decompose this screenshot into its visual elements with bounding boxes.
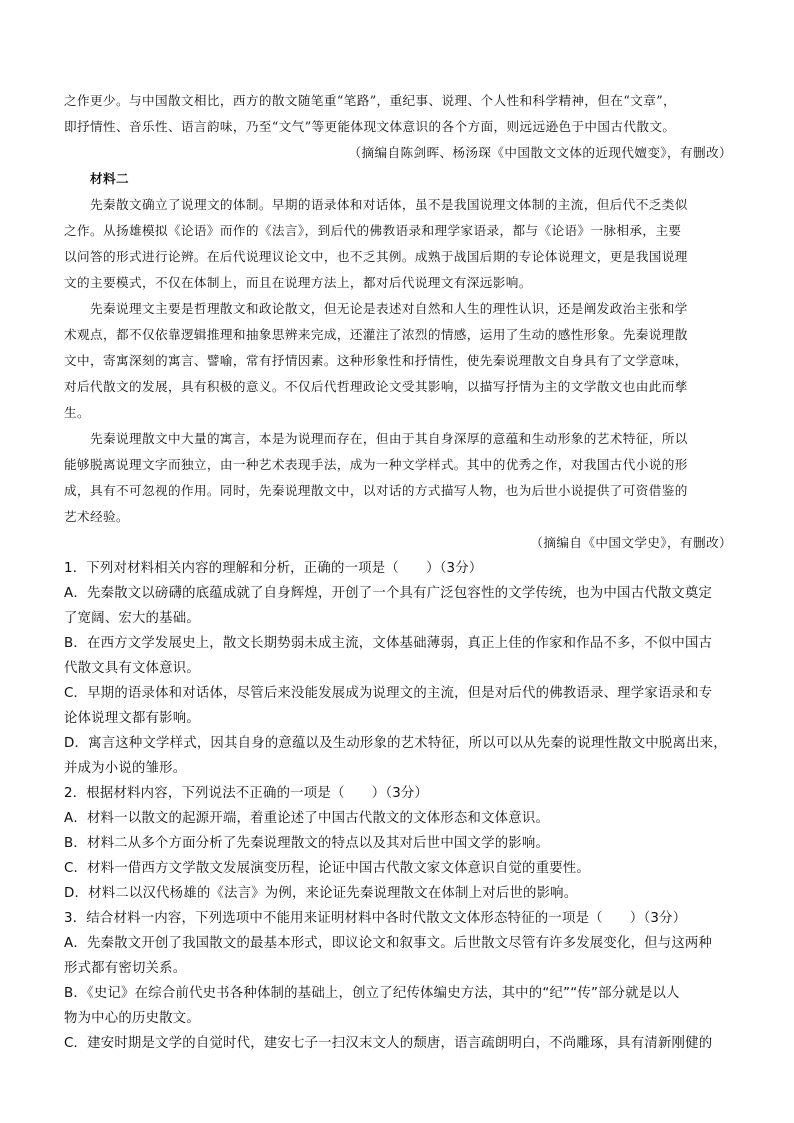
question-1-option-c-cont: 论体说理文都有影响。 — [64, 711, 200, 726]
question-3-option-b: B．《史记》在综合前代史书各种体制的基础上，创立了纪传体编史方法，其中的“纪”“传”部分就是以人 — [64, 986, 680, 1001]
material2-p2-line: 生。 — [64, 405, 90, 420]
material1-line: 即抒情性、音乐性、语言韵味，乃至“文气”等更能体现文体意识的各个方面，则远远逊色于中国古代散文。 — [64, 119, 676, 134]
material2-p1-line: 之作。从扬雄模拟《论语》而作的《法言》，到后代的佛教语录和理学家语录，都与《论语》一脉相承，主要 — [64, 223, 682, 238]
question-1-option-c: C．早期的语录体和对话体，尽管后来没能发展成为说理文的主流，但是对后代的佛教语录、理学家语录和专 — [64, 686, 713, 701]
material2-p3-line: 能够脱离说理文字而独立，由一种艺术表现手法，成为一种文学样式。其中的优秀之作，对我国古代小说的形 — [64, 457, 688, 472]
question-2-option-b: B．材料二从多个方面分析了先秦说理散文的特点以及其对后世中国文学的影响。 — [64, 836, 550, 851]
material2-p1-line: 以问答的形式进行论辨。在后代说理议论文中，也不乏其例。成熟于战国后期的专论体说理文，更是我国说理 — [64, 249, 688, 264]
question-1-option-b-cont: 代散文具有文体意识。 — [64, 661, 200, 676]
material2-p3-line: 成，具有不可忽视的作用。同时，先秦说理散文中，以对话的方式描写人物，也为后世小说提供了可资借鉴的 — [64, 483, 688, 498]
material2-p3-line: 艺术经验。 — [64, 509, 129, 524]
material2-heading: 材料二 — [90, 171, 129, 186]
question-1-stem: 1．下列对材料相关内容的理解和分析，正确的一项是（ ）（3分） — [64, 561, 483, 576]
question-2-stem: 2．根据材料内容，下列说法不正确的一项是（ ）（3分） — [64, 786, 429, 801]
question-2-option-d: D．材料二以汉代杨雄的《法言》为例，来论证先秦说理散文在体制上对后世的影响。 — [64, 886, 578, 901]
question-3-option-a-cont: 形式都有密切关系。 — [64, 961, 187, 976]
material2-p2-line: 文中，寄寓深刻的寓言、譬喻，常有抒情因素。这种形象性和抒情性，使先秦说理散文自身具有了文学意味， — [64, 353, 688, 368]
question-3-option-a: A．先秦散文开创了我国散文的最基本形式，即议论文和叙事文。后世散文尽管有许多发展变化，但与这两种 — [64, 936, 713, 951]
question-3-option-b-cont: 物为中心的历史散文。 — [64, 1011, 200, 1026]
question-2-option-a: A．材料一以散文的起源开端，着重论述了中国古代散文的文体形态和文体意识。 — [64, 811, 550, 826]
material2-p2-line: 对后代散文的发展，具有积极的意义。不仅后代哲理政论文受其影响，以描写抒情为主的文学散文也由此而孳 — [64, 379, 688, 394]
question-2-option-c: C．材料一借西方文学散文发展演变历程，论证中国古代散文家文体意识自觉的重要性。 — [64, 861, 590, 876]
material2-p2-line: 术观点，都不仅依靠逻辑推理和抽象思辨来完成，还灌注了浓烈的情感，运用了生动的感性形象。先秦说理散 — [64, 327, 688, 342]
question-1-option-d-cont: 并成为小说的雏形。 — [64, 761, 187, 776]
question-1-option-a-cont: 了宽阔、宏大的基础。 — [64, 611, 200, 626]
material2-source: （摘编自《中国文学史》，有删改） — [530, 535, 732, 550]
material2-p1-line: 先秦散文确立了说理文的体制。早期的语录体和对话体，虽不是我国说理文体制的主流，但后代不乏类似 — [90, 197, 688, 212]
question-1-option-a: A．先秦散文以磅礴的底蕴成就了自身辉煌，开创了一个具有广泛包容性的文学传统，也为中国古代散文奠定 — [64, 586, 713, 601]
question-3-option-c: C．建安时期是文学的自觉时代，建安七子一扫汉末文人的颓唐，语言疏朗明白，不尚雕琢，具有清新刚健的 — [64, 1036, 713, 1051]
question-1-option-b: B．在西方文学发展史上，散文长期势弱未成主流，文体基础薄弱，真正上佳的作家和作品不多，不似中国古 — [64, 636, 713, 651]
question-3-stem: 3．结合材料一内容，下列选项中不能用来证明材料中各时代散文文体形态特征的一项是（ ）（3分） — [64, 911, 687, 926]
material1-source: （摘编自陈剑晖、杨汤琛《中国散文文体的近现代嬗变》，有删改） — [348, 145, 732, 160]
material2-p1-line: 文的主要模式，不仅在体制上，而且在说理方法上，都对后代说理文有深远影响。 — [64, 275, 532, 290]
material1-line: 之作更少。与中国散文相比，西方的散文随笔重“笔路”，重纪事、说理、个人性和科学精神，但在“文章”， — [64, 93, 677, 108]
material2-p3-line: 先秦说理散文中大量的寓言，本是为说理而存在，但由于其自身深厚的意蕴和生动形象的艺术特征，所以 — [90, 431, 688, 446]
question-1-option-d: D．寓言这种文学样式，因其自身的意蕴以及生动形象的艺术特征，所以可以从先秦的说理性散文中脱离出来， — [64, 736, 727, 751]
material2-p2-line: 先秦说理文主要是哲理散文和政论散文，但无论是表述对自然和人生的理性认识，还是阐发政治主张和学 — [90, 301, 688, 316]
